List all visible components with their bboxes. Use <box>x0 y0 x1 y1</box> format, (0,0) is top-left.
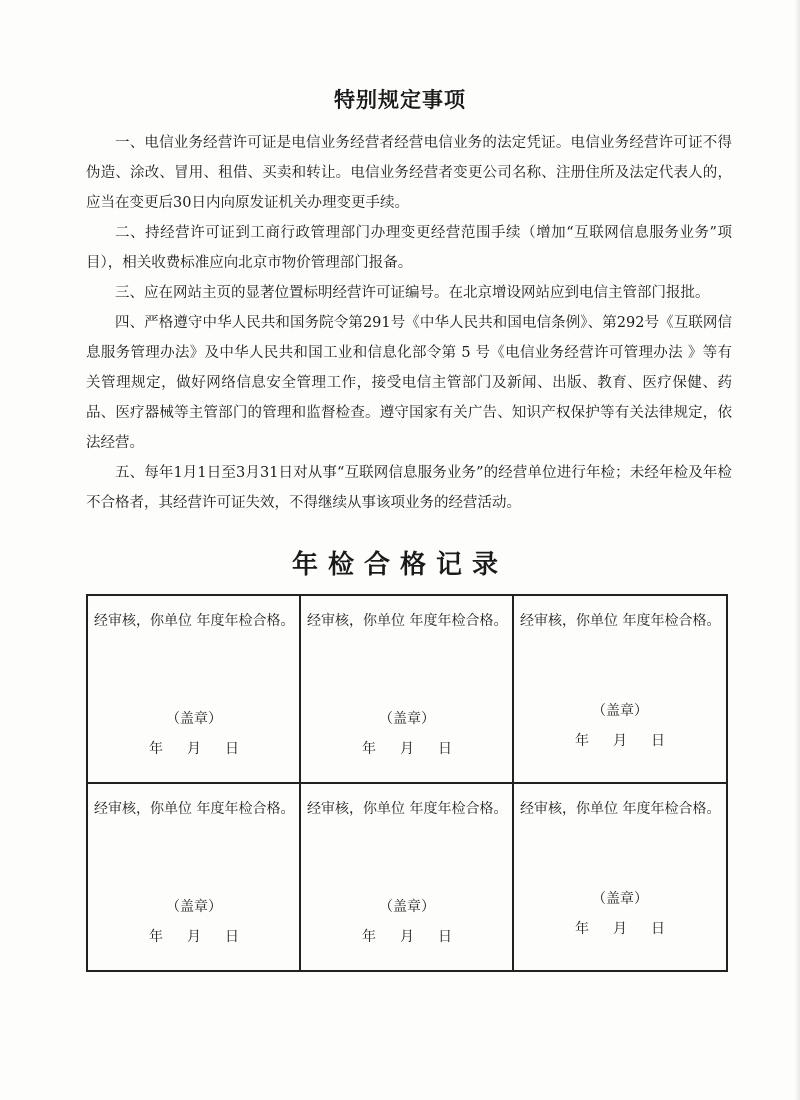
inspection-statement: 经审核，你单位 年度年检合格。 <box>94 613 295 629</box>
year-label: 年 <box>575 921 589 937</box>
day-label: 日 <box>651 733 665 749</box>
regulation-paragraph-2: 二、持经营许可证到工商行政管理部门办理变更经营范围手续（增加“互联网信息服务业务”项目），相关收费标准应向北京市物价管理部门报备。 <box>86 225 732 271</box>
month-label: 月 <box>400 929 414 945</box>
inspection-cell <box>301 784 513 970</box>
inspection-statement: 经审核，你单位 年度年检合格。 <box>520 613 721 629</box>
day-label: 日 <box>225 929 239 945</box>
regulation-paragraph-3: 三、应在网站主页的显著位置标明经营许可证编号。在北京增设网站应到电信主管部门报批。 <box>115 285 710 301</box>
date-line <box>88 926 300 946</box>
seal-placeholder: （盖章） <box>592 703 648 719</box>
seal-placeholder: （盖章） <box>379 711 435 727</box>
inspection-statement: 经审核，你单位 年度年检合格。 <box>307 801 508 817</box>
year-label: 年 <box>149 929 163 945</box>
year-label: 年 <box>362 929 376 945</box>
date-line <box>514 730 726 750</box>
month-label: 月 <box>613 733 627 749</box>
inspection-statement: 经审核，你单位 年度年检合格。 <box>94 801 295 817</box>
annual-inspection-table <box>86 594 728 972</box>
month-label: 月 <box>400 741 414 757</box>
month-label: 月 <box>187 929 201 945</box>
date-line <box>514 918 726 938</box>
date-line <box>301 926 513 946</box>
month-label: 月 <box>187 741 201 757</box>
seal-placeholder: （盖章） <box>379 899 435 915</box>
month-label: 月 <box>613 921 627 937</box>
year-label: 年 <box>362 741 376 757</box>
inspection-statement: 经审核，你单位 年度年检合格。 <box>520 801 721 817</box>
inspection-cell <box>514 596 726 783</box>
regulation-paragraph-1: 一、电信业务经营许可证是电信业务经营者经营电信业务的法定凭证。电信业务经营许可证不得伪造、涂改、冒用、租借、买卖和转让。电信业务经营者变更公司名称、注册住所及法定代表人的，应当在变更后30日内向原发证机关办理变更手续。 <box>86 135 732 211</box>
inspection-cell <box>88 784 300 970</box>
inspection-statement: 经审核，你单位 年度年检合格。 <box>307 613 508 629</box>
page-title: 特别规定事项 <box>334 87 466 112</box>
year-label: 年 <box>149 741 163 757</box>
seal-placeholder: （盖章） <box>592 891 648 907</box>
inspection-cell <box>301 596 513 783</box>
regulation-paragraph-4: 四、严格遵守中华人民共和国务院令第291号《中华人民共和国电信条例》、第292号《互联网信息服务管理办法》及中华人民共和国工业和信息化部令第 5 号《电信业务经营许可管理办法 》等有关管理规定，做好网络信息安全管理工作，接受电信主管部门及新闻、出版、教育、医疗保健、药品、医疗器械等主管部门的管理和监督检查。遵守国家有关广告、知识产权保护等有关法律规定，依法经营。 <box>86 315 732 451</box>
annual-inspection-title: 年检合格记录 <box>291 550 508 580</box>
date-line <box>88 738 300 758</box>
inspection-cell <box>88 596 300 783</box>
day-label: 日 <box>438 741 452 757</box>
date-line <box>301 738 513 758</box>
regulation-paragraph-5: 五、每年1月1日至3月31日对从事“互联网信息服务业务”的经营单位进行年检；未经年检及年检不合格者，其经营许可证失效，不得继续从事该项业务的经营活动。 <box>86 465 732 511</box>
year-label: 年 <box>575 733 589 749</box>
regulations-body <box>86 128 732 518</box>
seal-placeholder: （盖章） <box>166 899 222 915</box>
day-label: 日 <box>651 921 665 937</box>
seal-placeholder: （盖章） <box>166 711 222 727</box>
inspection-cell <box>514 784 726 970</box>
day-label: 日 <box>438 929 452 945</box>
day-label: 日 <box>225 741 239 757</box>
